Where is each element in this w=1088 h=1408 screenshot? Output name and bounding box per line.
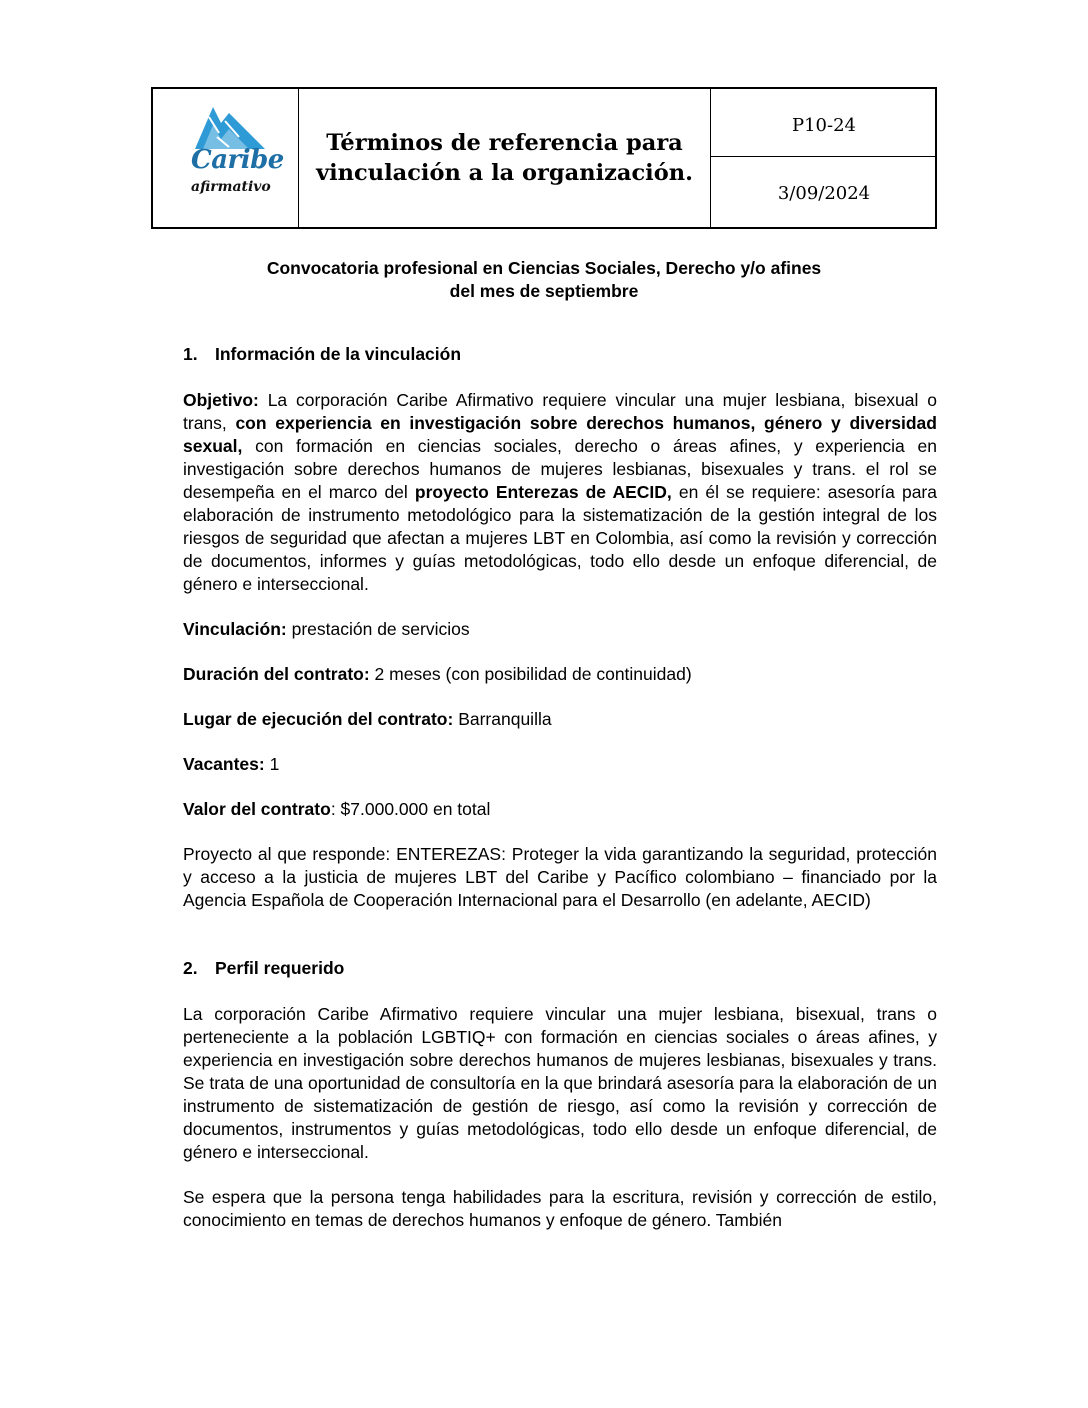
logo-cell: [153, 89, 299, 227]
profile-paragraph-2: Se espera que la persona tenga habilidades para la escritura, revisión y corrección de estilo, conocimiento en temas de derechos humanos y enfoque de género. También: [183, 1187, 937, 1230]
code-cell: [711, 89, 937, 157]
section-title: Perfil requerido: [215, 958, 345, 978]
logo-mountain-icon: [189, 103, 269, 151]
section-number: 1.: [183, 344, 198, 364]
project-paragraph: Proyecto al que responde: ENTEREZAS: Proteger la vida garantizando la seguridad, protección y acceso a la justicia de mujeres LBT del Caribe y Pacífico colombiano – financiado por la Agencia Española de Cooperación Internacional para el Desarrollo (en adelante, AECID): [183, 844, 937, 910]
subtitle-line-2: del mes de septiembre: [449, 281, 639, 301]
field-value: : $7.000.000 en total: [330, 799, 491, 819]
field-label: Lugar de ejecución del contrato:: [183, 709, 454, 729]
field-label: Vacantes:: [183, 754, 265, 774]
field-label: Duración del contrato:: [183, 664, 370, 684]
document-header: [151, 87, 937, 229]
field-vinculacion: [183, 618, 937, 641]
objective-text: La corporación Caribe Afirmativo requiere vincular una mujer lesbiana, bisexual o trans,: [183, 390, 937, 433]
field-vacantes: [183, 753, 937, 776]
objective-paragraph: [183, 389, 937, 596]
section-number: 2.: [183, 958, 198, 978]
logo-text-caribe: Caribe: [191, 145, 284, 175]
field-value: 2 meses (con posibilidad de continuidad): [369, 664, 692, 684]
subtitle-line-1: Convocatoria profesional en Ciencias Sociales, Derecho y/o afines: [266, 258, 822, 278]
logo-text-afirmativo: afirmativo: [191, 179, 271, 195]
section-title: Información de la vinculación: [215, 344, 462, 364]
document-date: 3/09/2024: [777, 183, 871, 204]
date-cell: [711, 157, 937, 227]
field-value: Barranquilla: [453, 709, 552, 729]
call-subtitle: [180, 257, 908, 303]
document-title: Términos de referencia para vinculación a la organización.: [316, 130, 693, 186]
objective-text: con formación en ciencias sociales, derecho o áreas afines, y experiencia en investigación sobre derechos humanos de mujeres lesbianas, bisexuales y trans. el rol se desempeña en el marco del: [183, 436, 937, 502]
field-duracion: [183, 663, 937, 686]
field-value: prestación de servicios: [286, 619, 470, 639]
field-label: Vinculación:: [183, 619, 287, 639]
section-1-heading: [183, 343, 937, 366]
profile-paragraph-1: La corporación Caribe Afirmativo requiere vincular una mujer lesbiana, bisexual, trans o perteneciente a la población LGBTIQ+ con formación en ciencias sociales o áreas afines, y experiencia en investigación sobre derechos humanos de mujeres lesbianas, bisexuales y trans. Se trata de una oportunidad de consultoría en la que brindará asesoría para la elaboración de un instrumento de sistematización de gestión de riesgo, así como la revisión y corrección de documentos, instrumentos y guías metodológicas, todo ello desde un enfoque diferencial, de género e interseccional.: [183, 1004, 937, 1162]
document-body: [183, 343, 937, 1232]
section-2-heading: [183, 957, 937, 980]
objective-text: en él se requiere: asesoría para elaboración de instrumento metodológico para la sistematización de la gestión integral de los riesgos de seguridad que afectan a mujeres LBT en Colombia, así como la revisión y corrección de documentos, informes y guías metodológicas, todo ello desde un enfoque diferencial, de género e interseccional.: [183, 482, 937, 594]
document-code: P10-24: [791, 115, 856, 136]
field-label: Valor del contrato: [183, 799, 331, 819]
field-lugar: [183, 708, 937, 731]
field-value: 1: [264, 754, 280, 774]
field-valor: [183, 798, 937, 821]
objective-label: Objetivo:: [183, 390, 259, 410]
title-cell: [299, 89, 711, 227]
objective-bold-text: con experiencia en investigación sobre derechos humanos, género y diversidad sexual,: [183, 413, 937, 456]
objective-bold-text: proyecto Enterezas de AECID,: [414, 482, 672, 502]
